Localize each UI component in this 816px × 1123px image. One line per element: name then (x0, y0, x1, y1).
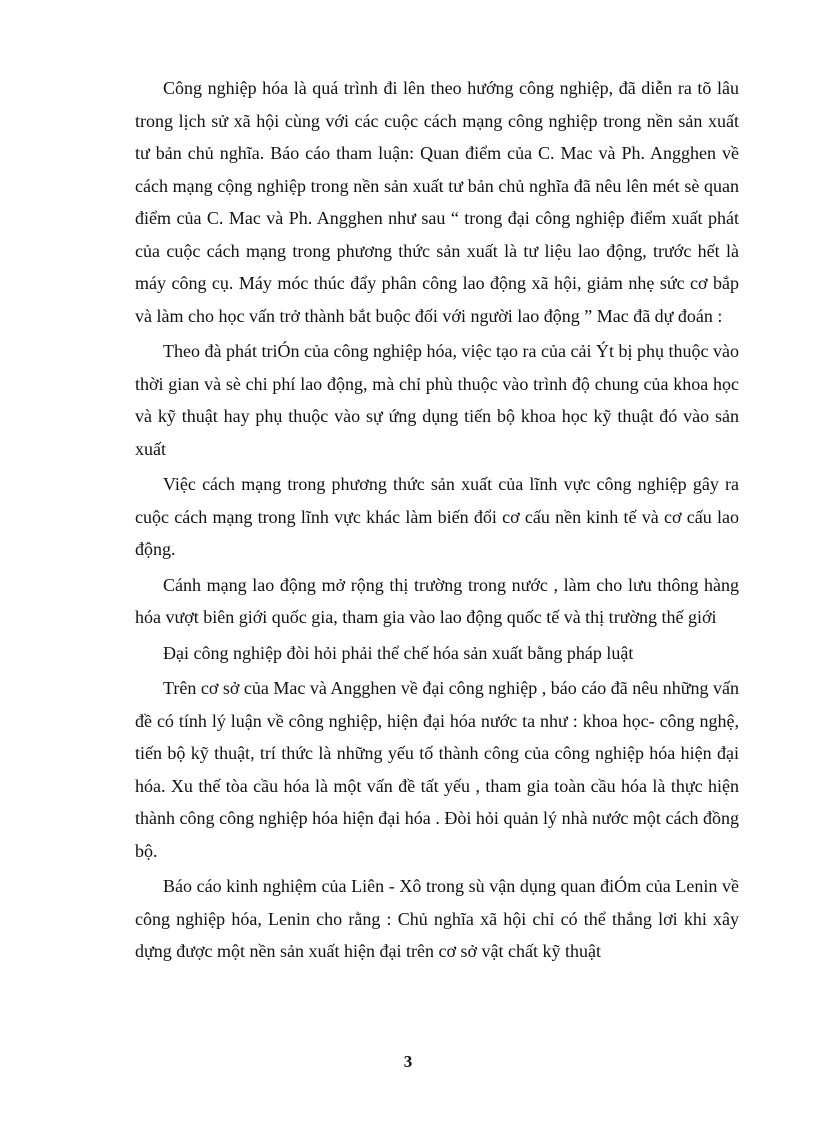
paragraph-5: Đại công nghiệp đòi hỏi phải thể chế hóa sản xuất bằng pháp luật (163, 642, 634, 663)
paragraph-2: Theo đà phát triÓn của công nghiệp hóa, việc tạo ra của cải Ýt bị phụ thuộc vào thời gian và sè chi phí lao động, mà chỉ phù thuộc vào trình độ chung của khoa học và kỹ thuật hay phụ thuộc vào sự ứng dụng tiến bộ khoa học kỹ thuật đó vào sản xuất (135, 341, 739, 459)
paragraph-7: Báo cáo kinh nghiệm của Liên - Xô trong sù vận dụng quan điÓm của Lenin về công nghiệp hóa, Lenin cho rằng : Chủ nghĩa xã hội chỉ có thể thắng lơi khi xây dựng được một nền sản xuất hiện đại trên cơ sở vật chất kỹ thuật (135, 876, 739, 961)
page-number: 3 (403, 1052, 413, 1071)
paragraph-6: Trên cơ sở của Mac và Angghen về đại công nghiệp , báo cáo đã nêu những vấn đề có tính lý luận về công nghiệp, hiện đại hóa nước ta như : khoa học- công nghệ, tiến bộ kỹ thuật, trí thức là những yếu tố thành công của công nghiệp hóa hiện đại hóa. Xu thế tòa cầu hóa là một vấn đề tất yếu , tham gia toàn cầu hóa là thực hiện thành công công nghiệp hóa hiện đại hóa . Đòi hỏi quản lý nhà nước một cách đồng bộ. (135, 678, 739, 861)
paragraph-4: Cánh mạng lao động mở rộng thị trường trong nước , làm cho lưu thông hàng hóa vượt biên giới quốc gia, tham gia vào lao động quốc tế và thị trường thế giới (135, 574, 739, 627)
paragraph-1: Công nghiệp hóa là quá trình đi lên theo hướng công nghiệp, đã diễn ra tõ lâu trong lịch sử xã hội cùng với các cuộc cách mạng công nghiệp trong nền sản xuất tư bản chủ nghĩa. Báo cáo tham luận: Quan điểm của C. Mac và Ph. Angghen về cách mạng cộng nghiệp trong nền sản xuất tư bản chủ nghĩa đã nêu lên mét sè quan điểm của C. Mac và Ph. Angghen như sau “ trong đại công nghiệp điểm xuất phát của cuộc cách mạng trong phương thức sản xuất là tư liệu lao động, trước hết là máy công cụ. Máy móc thúc đẩy phân công lao động xã hội, giảm nhẹ sức cơ bắp và làm cho học vấn trở thành bắt buộc đối với người lao động ” Mac đã dự đoán : (135, 78, 739, 326)
document-body (135, 72, 739, 971)
paragraph-3: Việc cách mạng trong phương thức sản xuất của lĩnh vực công nghiệp gây ra cuộc cách mạng trong lĩnh vực khác làm biến đổi cơ cấu nền kinh tế và cơ cấu lao động. (135, 474, 739, 559)
